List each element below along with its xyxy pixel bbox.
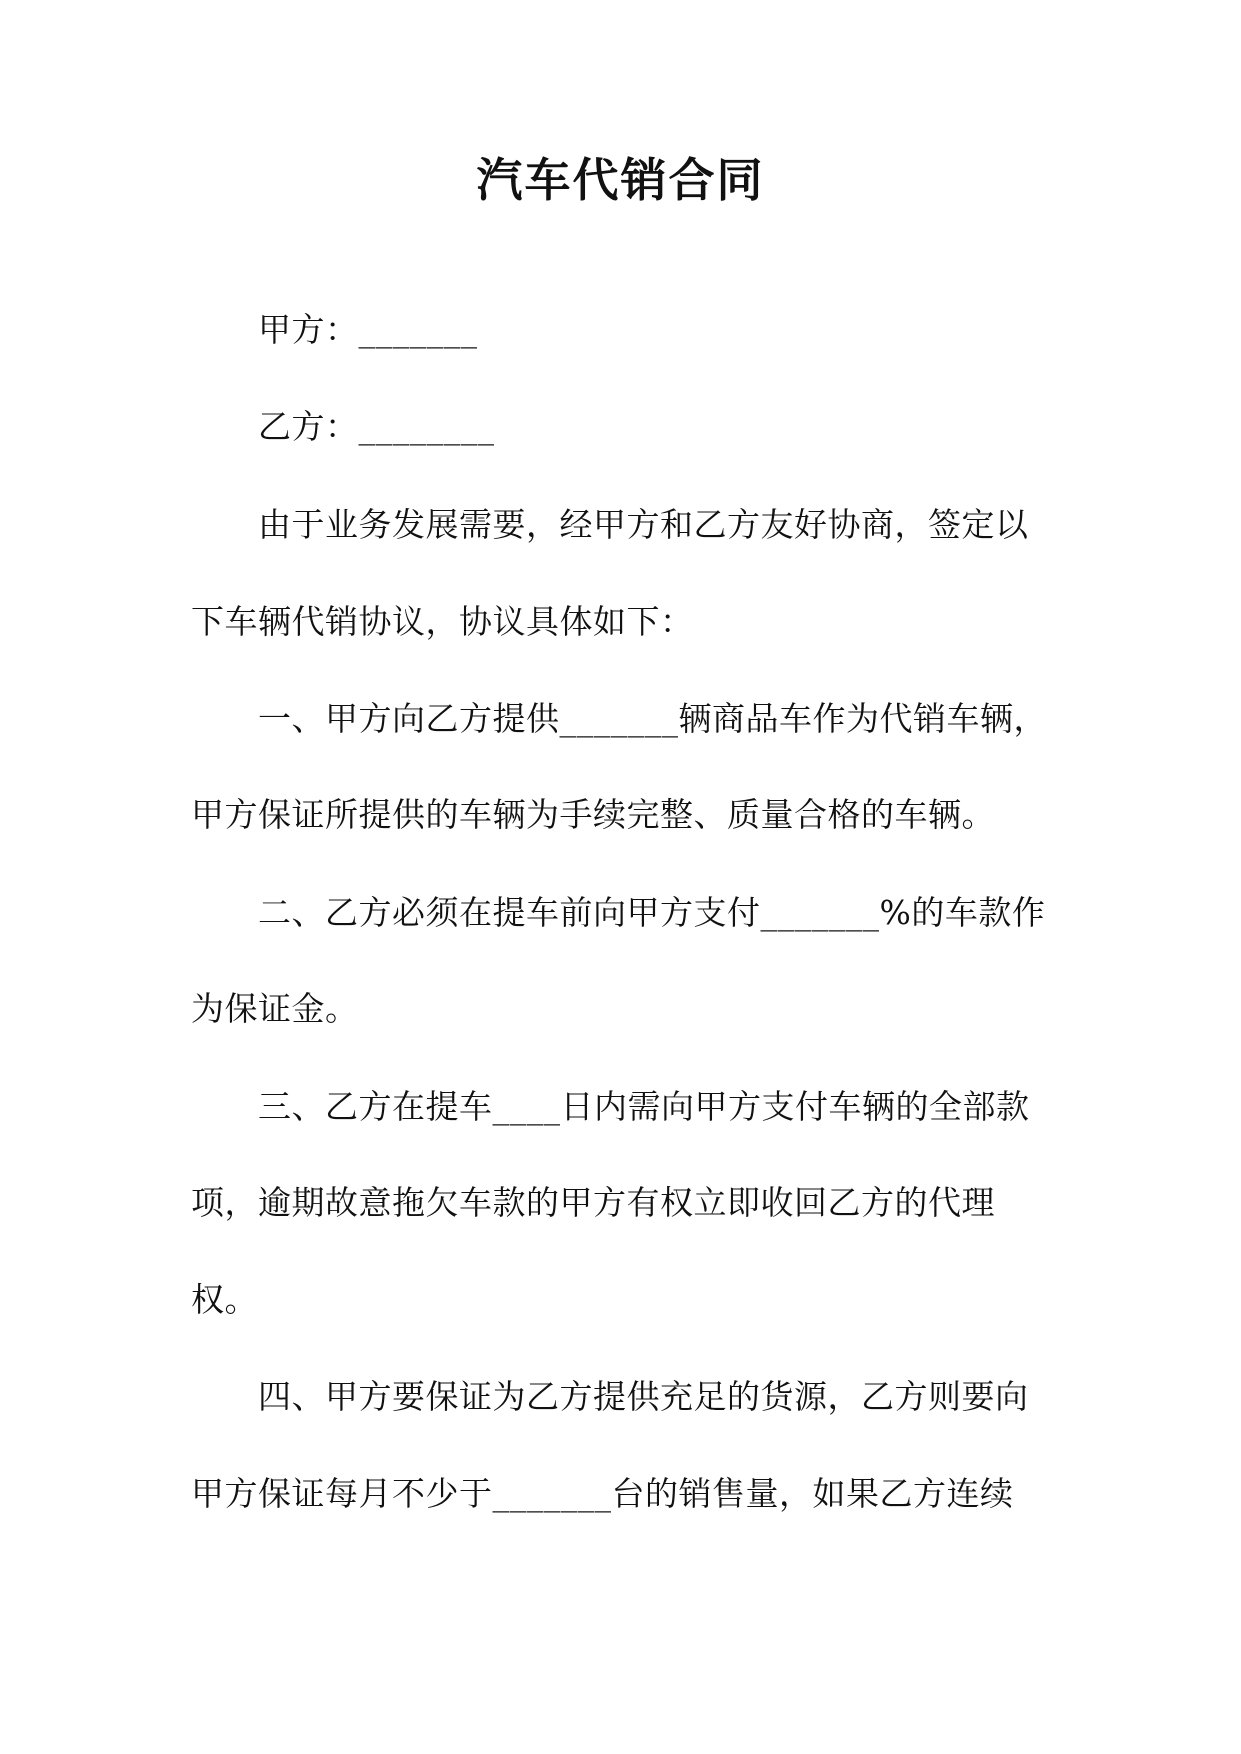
- clause-3-line-2: 项，逾期故意拖欠车款的甲方有权立即收回乙方的代理: [191, 1183, 995, 1222]
- clause-2-line-2: 为保证金。: [191, 989, 359, 1028]
- clause-4-line-1: 四、甲方要保证为乙方提供充足的货源，乙方则要向: [258, 1377, 1029, 1416]
- clause-1-line-1: 一、甲方向乙方提供_______辆商品车作为代销车辆，: [258, 699, 1047, 738]
- clause-4-line-2: 甲方保证每月不少于_______台的销售量，如果乙方连续: [191, 1474, 1014, 1513]
- page-title: 汽车代销合同: [476, 153, 765, 207]
- party-b-line: 乙方：________: [258, 407, 495, 446]
- preamble-line-2: 下车辆代销协议，协议具体如下：: [191, 602, 694, 641]
- clause-3-line-3: 权。: [191, 1280, 258, 1319]
- preamble-line-1: 由于业务发展需要，经甲方和乙方友好协商，签定以: [258, 505, 1029, 544]
- clause-1-line-2: 甲方保证所提供的车辆为手续完整、质量合格的车辆。: [191, 795, 995, 834]
- clause-3-line-1: 三、乙方在提车____日内需向甲方支付车辆的全部款: [258, 1087, 1030, 1126]
- party-a-line: 甲方：_______: [258, 310, 478, 349]
- clause-2-line-1: 二、乙方必须在提车前向甲方支付_______%的车款作: [258, 893, 1046, 932]
